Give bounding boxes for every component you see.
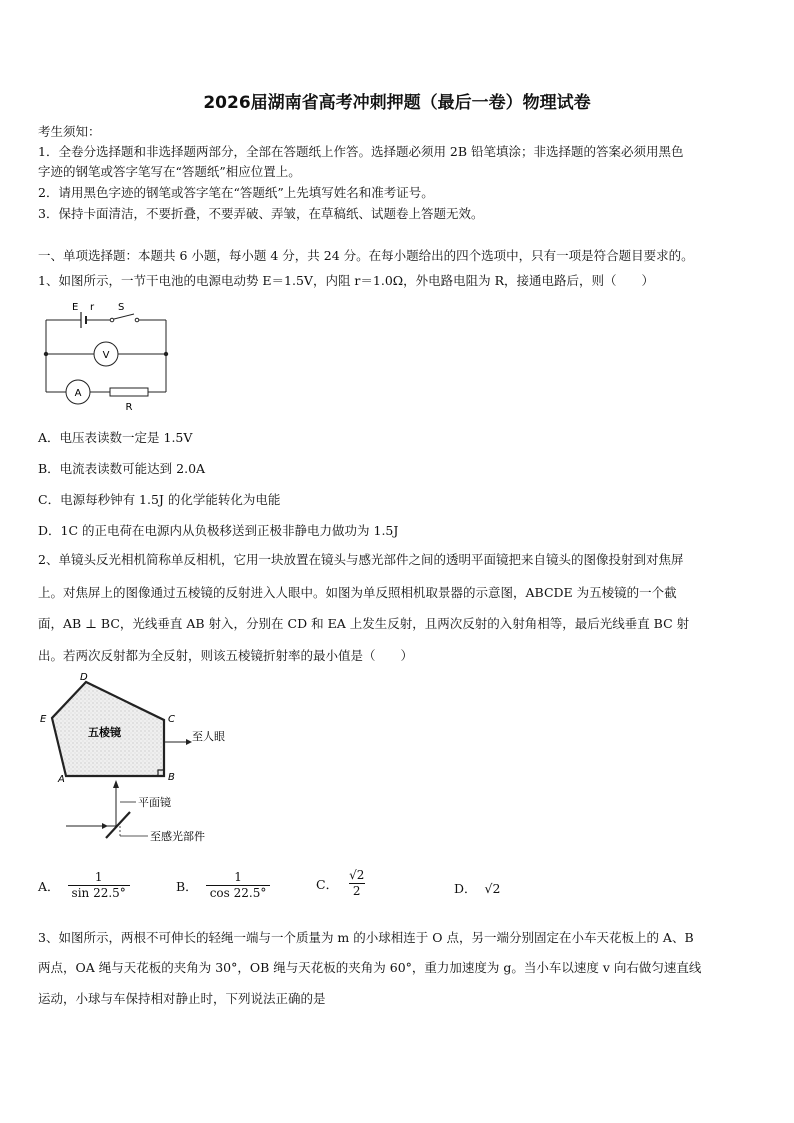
vertex-D: D	[80, 672, 88, 683]
plane-mirror	[106, 812, 130, 838]
vertex-A: A	[58, 774, 65, 785]
question-3-line: 两点，OA 绳与天花板的夹角为 30°，OB 绳与天花板的夹角为 60°，重力加速度为 g。当小车以速度 v 向右做匀速直线	[38, 960, 702, 975]
question-2-option-c	[316, 868, 367, 899]
question-2-option-b	[176, 870, 270, 901]
fraction-numerator: √2	[349, 868, 365, 882]
option-letter: B．	[176, 878, 198, 894]
question-1-option-a: A．电压表读数一定是 1.5V	[38, 430, 193, 445]
circuit-diagram	[38, 298, 178, 416]
option-letter: A．	[38, 878, 60, 894]
fraction	[346, 868, 367, 899]
notice-line: 3．保持卡面清洁，不要折叠，不要弄破、弄皱，在草稿纸、试题卷上答题无效。	[38, 206, 484, 221]
label-A: A	[74, 388, 82, 399]
fraction-numerator: 1	[94, 870, 103, 884]
vertex-C: C	[168, 714, 175, 725]
incoming-arrow	[102, 823, 108, 829]
question-1-option-d: D．1C 的正电荷在电源内从负极移送到正极非静电力做功为 1.5J	[38, 523, 399, 538]
question-3-line: 运动，小球与车保持相对静止时，下列说法正确的是	[38, 991, 326, 1006]
question-2-line: 出。若两次反射都为全反射，则该五棱镜折射率的最小值是（ ）	[38, 648, 414, 663]
notice-heading: 考生须知：	[38, 124, 101, 139]
question-2-option-d	[454, 879, 500, 897]
notice-line: 1．全卷分选择题和非选择题两部分，全部在答题纸上作答。选择题必须用 2B 铅笔填涂；非选择题的答案必须用黑色	[38, 144, 684, 159]
fraction-denominator: sin 22.5°	[68, 885, 130, 901]
mirror-label: 平面镜	[138, 796, 171, 809]
notice-line: 字迹的钢笔或答字笔写在“答题纸”相应位置上。	[38, 164, 301, 179]
fraction-numerator: 1	[234, 870, 242, 884]
question-2-line: 面，AB ⊥ BC，光线垂直 AB 射入，分别在 CD 和 EA 上发生反射，且两次反射的入射角相等，最后光线垂直 BC 射	[38, 616, 690, 631]
sensor-label: 至感光部件	[150, 830, 205, 843]
question-2-line: 上。对焦屏上的图像通过五棱镜的反射进入人眼中。如图为单反照相机取景器的示意图，ABCDE 为五棱镜的一个截	[38, 585, 677, 600]
section-heading: 一、单项选择题：本题共 6 小题，每小题 4 分，共 24 分。在每小题给出的四个选项中，只有一项是符合题目要求的。	[38, 248, 694, 263]
label-r: r	[90, 302, 95, 313]
fraction-denominator: 2	[349, 883, 365, 899]
fraction-denominator: cos 22.5°	[206, 885, 271, 901]
question-2-option-a	[38, 870, 130, 901]
page-title: 2026届湖南省高考冲刺押题（最后一卷）物理试卷	[203, 93, 591, 113]
question-3-line: 3、如图所示，两根不可伸长的轻绳一端与一个质量为 m 的小球相连于 O 点，另一端分别固定在小车天花板上的 A、B	[38, 930, 694, 945]
sqrt-value: √2	[484, 880, 501, 896]
fraction	[206, 870, 271, 901]
option-letter: D．	[454, 881, 477, 896]
question-1-option-b: B．电流表读数可能达到 2.0A	[38, 461, 206, 476]
fraction	[68, 870, 130, 901]
resistor	[110, 388, 148, 396]
switch-blade	[114, 314, 134, 319]
vertex-B: B	[168, 772, 175, 783]
question-1-stem: 1、如图所示，一节干电池的电源电动势 E＝1.5V，内阻 r＝1.0Ω，外电路电阻为 R，接通电路后，则（ ）	[38, 273, 655, 288]
eye-label: 至人眼	[192, 730, 225, 743]
vertex-E: E	[40, 714, 47, 725]
prism-diagram	[36, 670, 246, 848]
prism-label: 五棱镜	[88, 726, 121, 739]
notice-line: 2．请用黑色字迹的钢笔或答字笔在“答题纸”上先填写姓名和准考证号。	[38, 185, 434, 200]
label-E: E	[72, 302, 79, 313]
question-2-line: 2、单镜头反光相机简称单反相机，它用一块放置在镜头与感光部件之间的透明平面镜把来自镜头的图像投射到对焦屏	[38, 552, 684, 567]
option-letter: C．	[316, 876, 339, 892]
question-1-option-c: C．电源每秒钟有 1.5J 的化学能转化为电能	[38, 492, 281, 507]
label-R: R	[125, 402, 133, 413]
label-S: S	[118, 302, 125, 313]
up-arrow	[113, 780, 119, 788]
label-V: V	[102, 350, 110, 361]
